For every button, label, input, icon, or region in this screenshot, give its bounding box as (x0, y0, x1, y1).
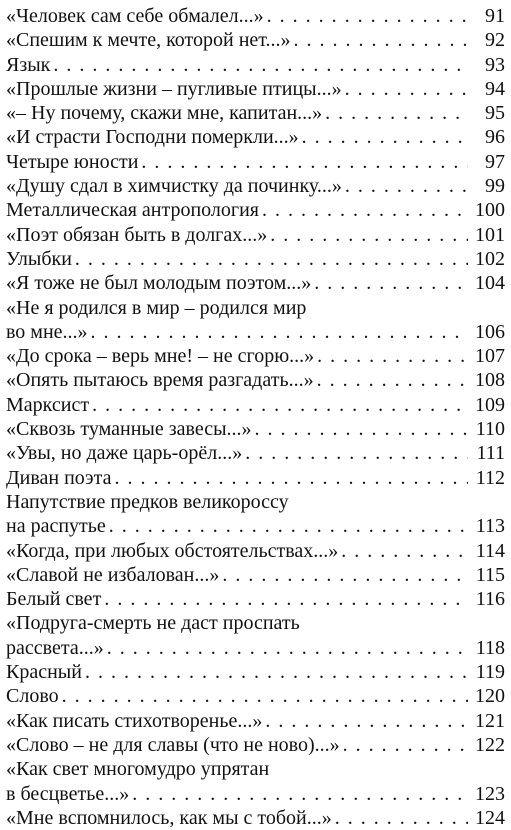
toc-entry-row (6, 101, 505, 125)
toc-entry (6, 587, 505, 611)
toc-entry (6, 77, 505, 101)
toc-entry-page-number: 106 (475, 320, 505, 343)
toc-entry (6, 223, 505, 247)
toc-entry-title: Улыбки (6, 247, 72, 270)
dot-leader (314, 271, 468, 295)
toc-entry-row (6, 150, 505, 174)
toc-entry-row (6, 174, 505, 198)
toc-entry-title: «Когда, при любых обстоятельствах...» (6, 539, 339, 562)
dot-leader (107, 636, 468, 660)
toc-entry-page-number: 101 (475, 223, 505, 246)
dot-leader (294, 28, 468, 52)
toc-entry-title: «Славой не избалован...» (6, 563, 220, 586)
toc-entry-page-number: 99 (485, 175, 505, 198)
toc-entry-title: Четыре юности (6, 150, 139, 173)
toc-entry-title-line: Напутствие предков великороссу (6, 490, 289, 513)
toc-entry (6, 150, 505, 174)
dot-leader (317, 368, 468, 392)
toc-entry-page-number: 93 (485, 53, 505, 76)
toc-entry-title: «Мне вспомнилось, как мы с тобой...» (6, 806, 332, 829)
toc-entry (6, 344, 505, 368)
toc-entry-row (6, 28, 505, 52)
toc-entry-row (6, 636, 505, 660)
toc-entry-page-number: 108 (475, 369, 505, 392)
toc-entry-page-number: 121 (475, 709, 505, 732)
toc-entry-row (6, 539, 505, 563)
toc-entry-row (6, 344, 505, 368)
toc-entry-page-number: 115 (475, 563, 505, 586)
toc-entry (6, 539, 505, 563)
toc-entry-page-number: 111 (476, 442, 505, 465)
toc-entry-page-number: 110 (475, 418, 505, 441)
toc-entry-row (6, 466, 505, 490)
toc-entry-page-number: 100 (475, 199, 505, 222)
toc-entry (6, 684, 505, 708)
toc-entry (6, 271, 505, 295)
toc-entry-title: «До срока – верь мне! – не сгорю...» (6, 345, 315, 368)
toc-entry-page-number: 102 (475, 247, 505, 270)
toc-entry-title: «Прошлые жизни – пугливые птицы...» (6, 77, 342, 100)
toc-entry-title: «Душу сдал в химчистку да починку...» (6, 175, 342, 198)
toc-entry-page-number: 91 (485, 5, 505, 27)
dot-leader (75, 247, 468, 271)
toc-entry-page-number: 107 (475, 345, 505, 368)
toc-entry (6, 4, 505, 28)
toc-entry-page-number: 113 (475, 515, 505, 538)
toc-entry-row (6, 4, 505, 28)
toc-entry-title-line: «Не я родился в мир – родился мир (6, 296, 307, 319)
toc-entry-row (6, 125, 505, 149)
toc-entry-row (6, 563, 505, 587)
toc-entry-row (6, 660, 505, 684)
toc-entry (6, 466, 505, 490)
toc-entry-title: на распутье (6, 515, 106, 538)
toc-entry (6, 441, 505, 465)
toc-entry-row (6, 514, 505, 538)
toc-entry (6, 296, 505, 345)
toc-entry-page-number: 95 (485, 102, 505, 125)
toc-entry (6, 198, 505, 222)
toc-entry-title: «Спешим к мечте, которой нет...» (6, 29, 291, 52)
toc-entry-title-line: «Подруга-смерть не даст проспать (6, 612, 300, 635)
toc-entry-title: Диван поэта (6, 466, 112, 489)
toc-entry-page-number: 92 (485, 29, 505, 52)
toc-entry-page-number: 122 (475, 733, 505, 756)
toc-entry-title: рассвета...» (6, 636, 104, 659)
dot-leader (104, 587, 468, 611)
dot-leader (270, 223, 468, 247)
toc-entry (6, 806, 505, 830)
toc-entry (6, 247, 505, 271)
dot-leader (109, 514, 468, 538)
dot-leader (345, 174, 468, 198)
toc-entry-page-number: 96 (485, 126, 505, 149)
toc-entry-row (6, 684, 505, 708)
toc-entry-title: Слово (6, 685, 59, 708)
dot-leader (255, 417, 468, 441)
toc-entry-title: «Я тоже не был молодым поэтом...» (6, 272, 312, 295)
toc-entry (6, 490, 505, 539)
toc-entry-page-number: 119 (475, 661, 505, 684)
dot-leader (302, 125, 468, 149)
toc-entry (6, 53, 505, 77)
dot-leader (91, 320, 468, 344)
dot-leader (341, 539, 468, 563)
toc-entry-page-number: 123 (475, 782, 505, 805)
dot-leader (265, 709, 468, 733)
toc-entry (6, 660, 505, 684)
toc-entry-title: «– Ну почему, скажи мне, капитан...» (6, 102, 323, 125)
dot-leader (115, 466, 469, 490)
dot-leader (53, 53, 468, 77)
dot-leader (222, 563, 468, 587)
toc-entry-row (6, 368, 505, 392)
toc-entry-page-number: 114 (475, 539, 505, 562)
toc-entry (6, 28, 505, 52)
dot-leader (343, 733, 468, 757)
toc-entry-row (6, 417, 505, 441)
toc-entry-title: «Сквозь туманные завесы...» (6, 418, 252, 441)
toc-entry-title: Язык (6, 53, 51, 76)
dot-leader (325, 101, 468, 125)
dot-leader (62, 684, 468, 708)
toc-entry (6, 563, 505, 587)
toc-entry (6, 393, 505, 417)
toc-entry-row (6, 223, 505, 247)
toc-entry-row (6, 709, 505, 733)
dot-leader (132, 782, 468, 806)
toc-entry-title: «И страсти Господни померкли...» (6, 126, 299, 149)
dot-leader (245, 441, 468, 465)
dot-leader (335, 806, 468, 830)
toc-entry-page-number: 118 (475, 636, 505, 659)
toc-entry (6, 733, 505, 757)
toc-entry-page-number: 116 (475, 588, 505, 611)
toc-entry (6, 757, 505, 806)
toc-entry-title: «Поэт обязан быть в долгах...» (6, 223, 268, 246)
dot-leader (85, 660, 468, 684)
toc-entry-title: Красный (6, 661, 82, 684)
toc-entry-row (6, 806, 505, 830)
toc-entry-title-line: «Как свет многомудро упрятан (6, 758, 270, 781)
dot-leader (262, 198, 468, 222)
toc-entry-row (6, 393, 505, 417)
toc-entry (6, 174, 505, 198)
toc-entry-row (6, 271, 505, 295)
toc-entry-row (6, 247, 505, 271)
toc-entry-page-number: 97 (485, 150, 505, 173)
toc-entry-row (6, 198, 505, 222)
toc-entry-title: Белый свет (6, 588, 102, 611)
toc-entry (6, 101, 505, 125)
toc-entry-title: «Как писать стихотворенье...» (6, 709, 263, 732)
toc-entry (6, 709, 505, 733)
toc-entry-row (6, 320, 505, 344)
dot-leader (141, 150, 468, 174)
toc-entry-title: Металлическая антропология (6, 199, 259, 222)
toc-entry-title: «Человек сам себе обмалел...» (6, 5, 264, 27)
toc-entry (6, 417, 505, 441)
toc-entry-page-number: 120 (475, 685, 505, 708)
toc-entry-title: в бесцветье...» (6, 782, 130, 805)
toc-entry-row (6, 733, 505, 757)
toc-entry-title: «Опять пытаюсь время разгадать...» (6, 369, 314, 392)
toc-entry-row (6, 587, 505, 611)
toc-entry (6, 611, 505, 660)
toc-entry (6, 368, 505, 392)
dot-leader (267, 4, 468, 28)
dot-leader (317, 344, 468, 368)
toc-entry-page-number: 112 (475, 466, 505, 489)
toc-entry-row (6, 53, 505, 77)
toc-entry-row (6, 782, 505, 806)
toc-entry-page-number: 104 (475, 272, 505, 295)
toc-entry-page-number: 94 (485, 77, 505, 100)
toc-entry-page-number: 109 (475, 393, 505, 416)
toc-entry-title: «Увы, но даже царь-орёл...» (6, 442, 243, 465)
toc-entry-title: Марксист (6, 393, 90, 416)
toc-entry-row (6, 77, 505, 101)
dot-leader (345, 77, 468, 101)
table-of-contents (6, 4, 505, 830)
toc-entry-page-number: 124 (475, 806, 505, 829)
toc-entry-title: во мне...» (6, 320, 88, 343)
toc-entry-row (6, 441, 505, 465)
dot-leader (92, 393, 468, 417)
toc-entry (6, 125, 505, 149)
toc-entry-title: «Слово – не для славы (что не ново)...» (6, 733, 340, 756)
